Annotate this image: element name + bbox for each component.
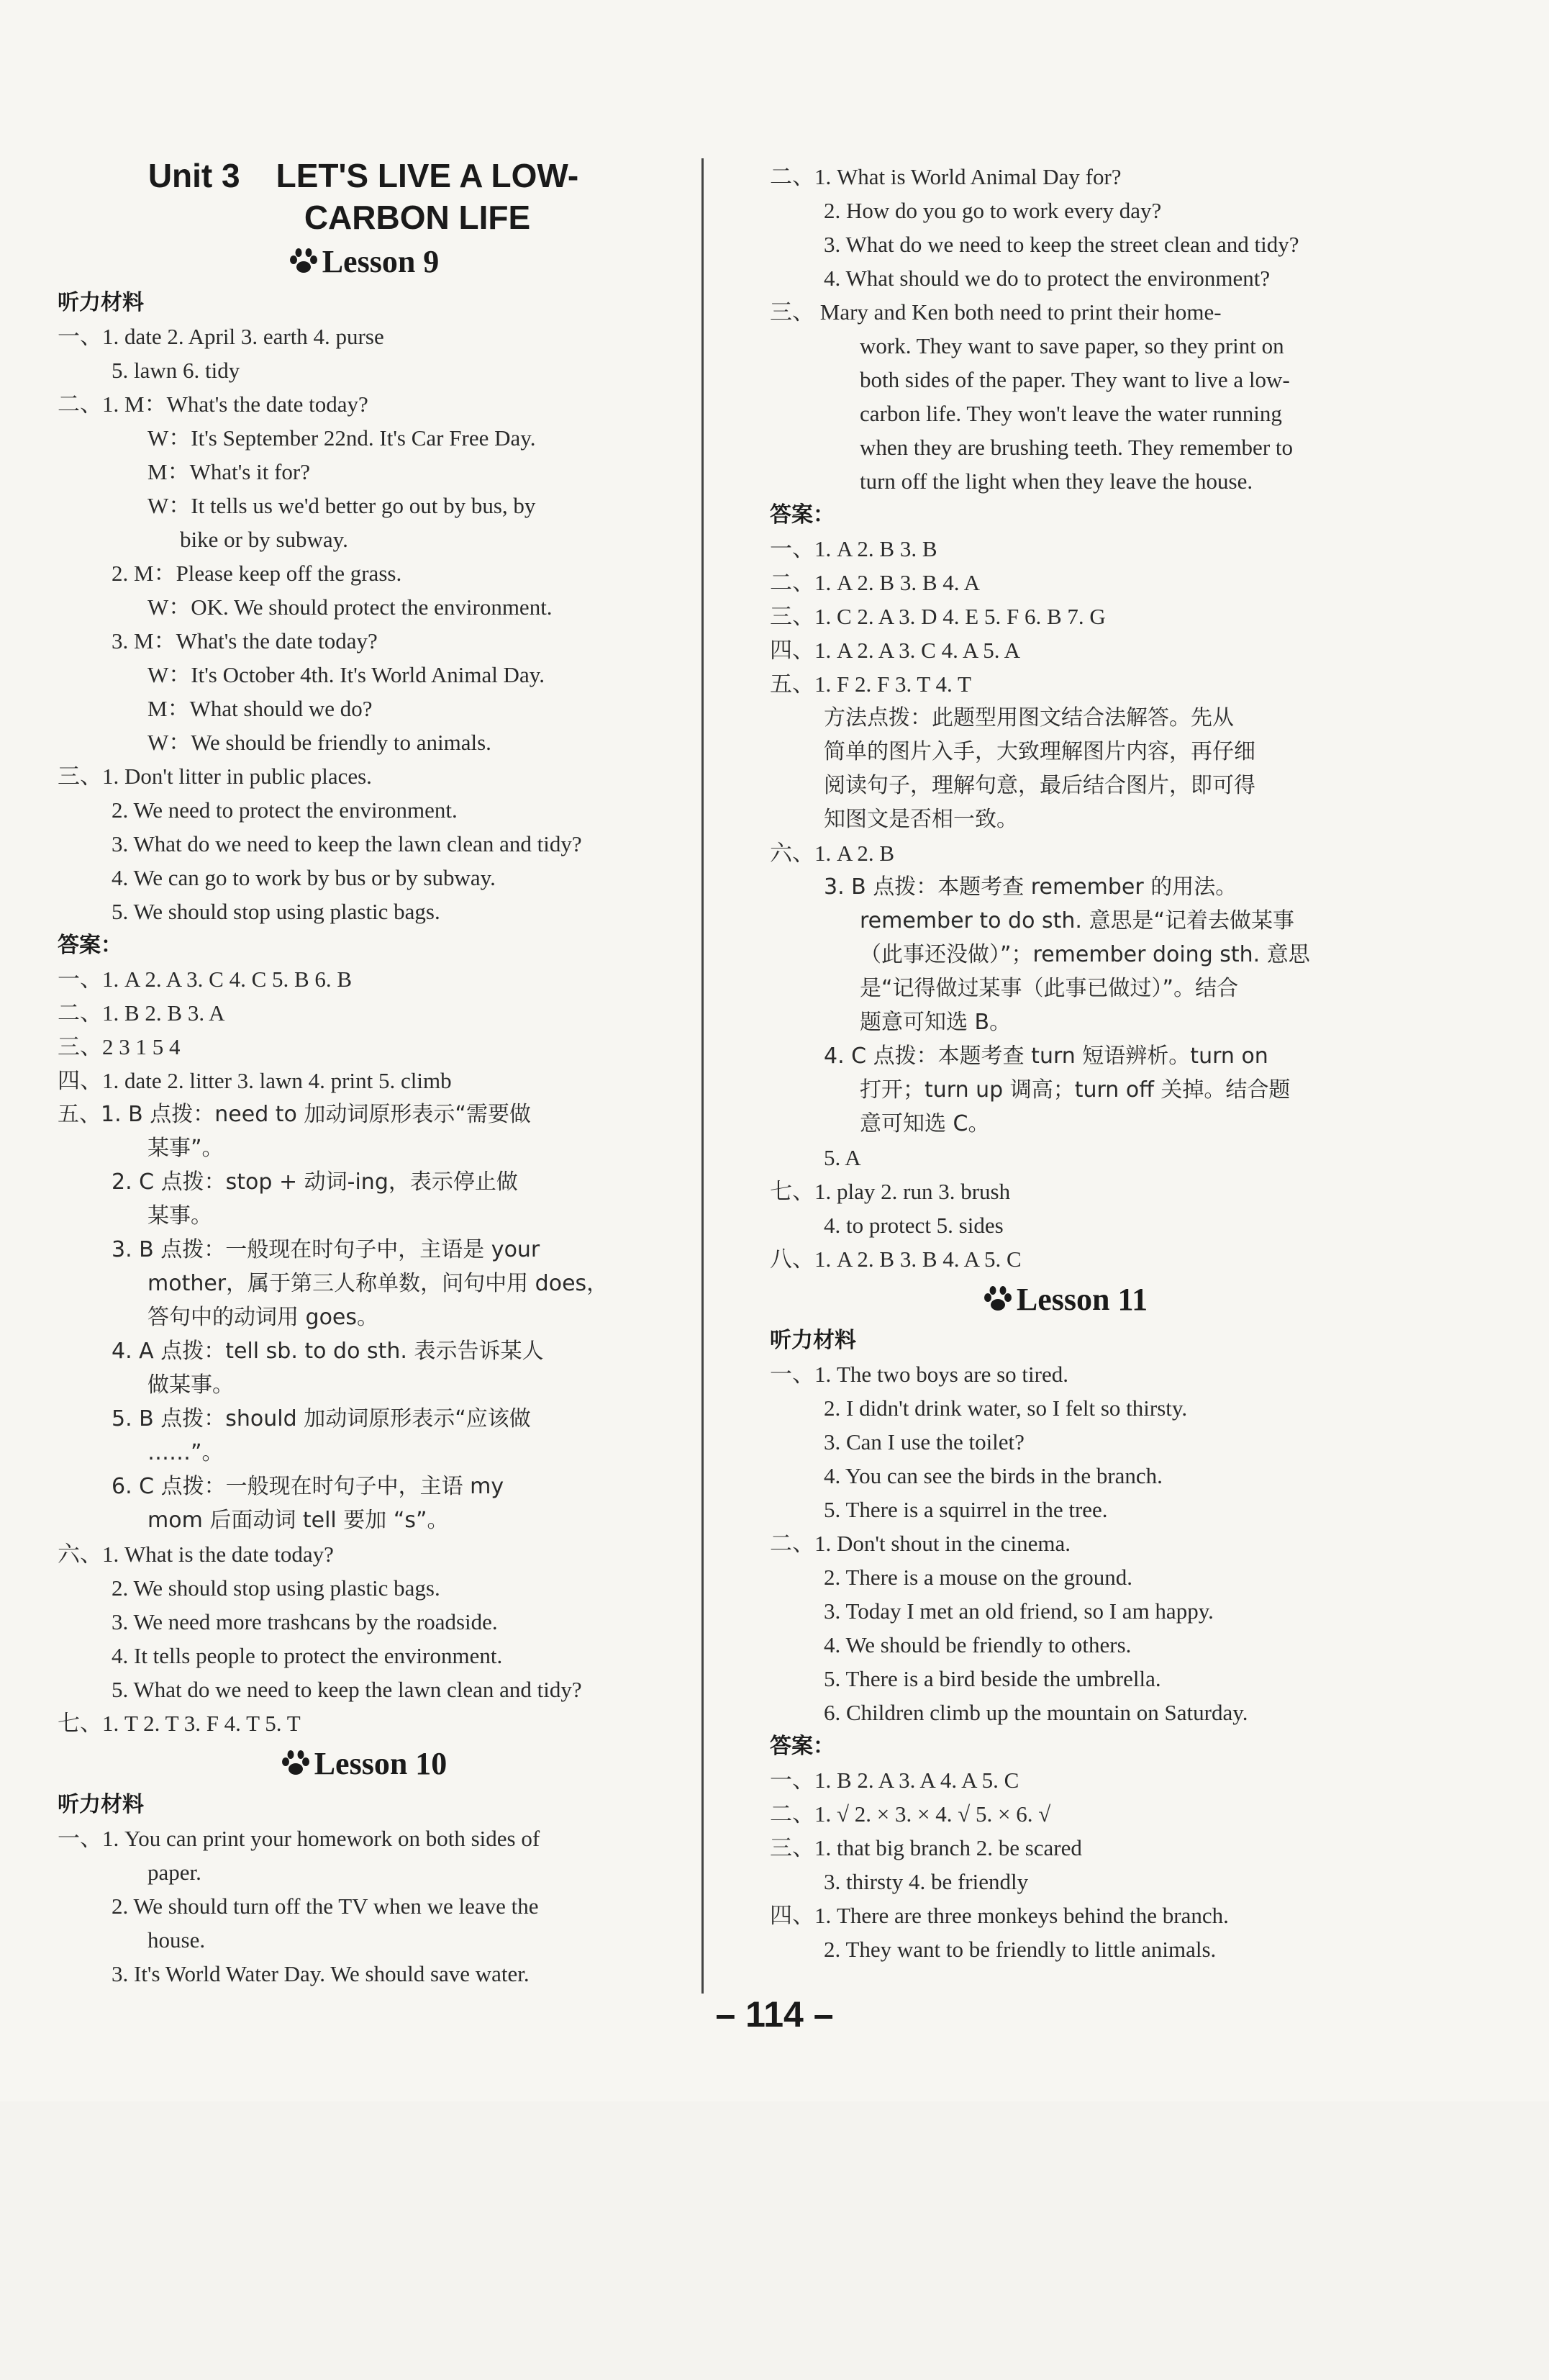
answer-line: 4. It tells people to protect the environment. [112,1643,503,1668]
answer-line: 三、1. C 2. A 3. D 4. E 5. F 6. B 7. G [770,604,1106,629]
answer-line: 二、1. A 2. B 3. B 4. A [770,570,980,595]
answer-line: 一、1. A 2. A 3. C 4. C 5. B 6. B [58,967,353,992]
text-line: 二、1. M：What's the date today? [58,392,368,417]
unit-number: Unit 3 [147,157,240,194]
answer-line: 三、2 3 1 5 4 [58,1034,181,1059]
lesson-11-title: Lesson 11 [1016,1282,1148,1317]
answer-line: 五、1. F 2. F 3. T 4. T [770,671,971,697]
answer-line: 四、1. There are three monkeys behind the branch. [770,1903,1229,1928]
answers-label: 答案： [770,502,835,528]
unit-title-line2: CARBON LIFE [304,199,531,236]
answer-line: mother，属于第三人称单数，问句中用 does， [147,1271,609,1296]
answer-line: 5. What do we need to keep the lawn clean and tidy? [112,1677,582,1702]
method-tip: 简单的图片入手，大致理解图片内容，再仔细 [824,739,1255,764]
text-line: paper. [147,1860,201,1885]
page-number: – 114 – [715,1994,834,2035]
text-line: 2. How do you go to work every day? [824,198,1162,223]
text-line: 5. We should stop using plastic bags. [112,899,440,924]
answer-line: 答句中的动词用 goes。 [147,1305,379,1330]
lesson-9-heading [58,238,669,286]
answer-line: 6. C 点拨：一般现在时句子中，主语 my [112,1474,504,1499]
text-line: 4. You can see the birds in the branch. [824,1463,1163,1488]
text-line: turn off the light when they leave the house. [860,469,1253,494]
text-line: 5. There is a bird beside the umbrella. [824,1666,1161,1691]
text-line: 4. We should be friendly to others. [824,1632,1132,1657]
right-column [770,160,1360,1966]
unit-title-line1: LET'S LIVE A LOW- [276,157,579,194]
text-line: W：It's September 22nd. It's Car Free Day. [147,425,536,451]
text-line: 3. M：What's the date today? [112,628,378,653]
method-tip: 方法点拨：此题型用图文结合法解答。先从 [824,705,1234,730]
text-line: 三、 Mary and Ken both need to print their home- [770,299,1222,325]
method-tip: 阅读句子，理解句意，最后结合图片，即可得 [824,773,1255,798]
text-line: 3. Today I met an old friend, so I am happy. [824,1598,1214,1624]
text-line: M：What should we do? [147,696,373,721]
answer-line: 题意可知选 B。 [860,1010,1012,1035]
answer-line: 二、1. B 2. B 3. A [58,1000,225,1026]
text-line: 2. There is a mouse on the ground. [824,1565,1133,1590]
answer-line: 3. thirsty 4. be friendly [824,1869,1029,1894]
answer-line: remember to do sth. 意思是“记着去做某事 [860,908,1295,933]
answer-line: 3. B 点拨：本题考查 remember 的用法。 [824,874,1237,900]
text-line: 二、1. Don't shout in the cinema. [770,1531,1071,1556]
answer-line: 八、1. A 2. B 3. B 4. A 5. C [770,1246,1022,1272]
answer-line: 四、1. date 2. litter 3. lawn 4. print 5. climb [58,1068,452,1093]
text-line: 2. I didn't drink water, so I felt so thirsty. [824,1395,1188,1421]
text-line: W：We should be friendly to animals. [147,730,491,755]
lesson-10-heading [58,1740,669,1788]
text-line: 三、1. Don't litter in public places. [58,764,372,789]
text-line: 4. What should we do to protect the environment? [824,266,1271,291]
text-line: 二、1. What is World Animal Day for? [770,164,1122,189]
text-line: when they are brushing teeth. They remember to [860,435,1294,460]
paw-icon [982,1285,1014,1313]
method-tip: 知图文是否相一致。 [824,807,1018,832]
answer-line: 2. They want to be friendly to little animals. [824,1937,1217,1962]
lesson-9-title: Lesson 9 [322,244,440,279]
answer-line: 一、1. A 2. B 3. B [770,536,937,561]
listening-label: 听力材料 [58,1792,144,1817]
answer-line: 3. We need more trashcans by the roadside. [112,1609,498,1634]
text-line: 5. lawn 6. tidy [112,358,240,383]
answer-line: 某事。 [147,1203,212,1229]
listening-label: 听力材料 [770,1328,856,1353]
column-divider [701,158,704,1994]
lesson-11-heading [770,1276,1360,1324]
answer-line: 3. B 点拨：一般现在时句子中，主语是 your [112,1237,540,1262]
text-line: W：It tells us we'd better go out by bus, by [147,493,536,518]
answer-line: 三、1. that big branch 2. be scared [770,1835,1082,1860]
text-line: 3. Can I use the toilet? [824,1429,1025,1454]
answer-line: 某事”。 [147,1136,224,1161]
text-line: W：OK. We should protect the environment. [147,594,553,620]
answer-line: （此事还没做）”；remember doing sth. 意思 [860,942,1310,967]
answer-line: 一、1. B 2. A 3. A 4. A 5. C [770,1768,1019,1793]
text-line: 一、1. The two boys are so tired. [770,1362,1068,1387]
left-column [58,155,669,1991]
answer-line: 四、1. A 2. A 3. C 4. A 5. A [770,638,1020,663]
text-line: 2. We need to protect the environment. [112,797,458,823]
answer-line: 意可知选 C。 [860,1111,990,1136]
text-line: bike or by subway. [180,527,348,552]
answer-line: 是“记得做过某事（此事已做过）”。结合 [860,976,1239,1001]
answer-line: 2. C 点拨：stop + 动词-ing，表示停止做 [112,1169,518,1195]
text-line: 5. There is a squirrel in the tree. [824,1497,1108,1522]
answer-line: 5. A [824,1145,861,1170]
paw-icon [288,248,319,275]
answer-line: 七、1. T 2. T 3. F 4. T 5. T [58,1711,301,1736]
lesson-10-title: Lesson 10 [314,1746,448,1781]
answer-line: 二、1. √ 2. × 3. × 4. √ 5. × 6. √ [770,1801,1051,1827]
text-line: 一、1. You can print your homework on both sides of [58,1826,540,1851]
answer-line: 七、1. play 2. run 3. brush [770,1179,1011,1204]
text-line: 3. What do we need to keep the street clean and tidy? [824,232,1299,257]
answer-line: 4. C 点拨：本题考查 turn 短语辨析。turn on [824,1044,1268,1069]
answers-label: 答案： [58,933,122,958]
answer-line: 五、1. B 点拨：need to 加动词原形表示“需要做 [58,1102,531,1127]
answer-line: 六、1. A 2. B [770,841,895,866]
answer-line: mom 后面动词 tell 要加 “s”。 [147,1508,449,1533]
text-line: M：What's it for? [147,459,310,484]
text-line: 一、1. date 2. April 3. earth 4. purse [58,324,384,349]
text-line: 4. We can go to work by bus or by subway. [112,865,496,890]
answer-line: 2. We should stop using plastic bags. [112,1575,440,1601]
answer-line: 4. A 点拨：tell sb. to do sth. 表示告诉某人 [112,1339,544,1364]
answer-line: 5. B 点拨：should 加动词原形表示“应该做 [112,1406,531,1431]
unit-title [58,155,669,238]
text-line: 6. Children climb up the mountain on Saturday. [824,1700,1248,1725]
answer-line: 做某事。 [147,1372,234,1398]
answer-line: 六、1. What is the date today? [58,1542,334,1567]
text-line: 2. We should turn off the TV when we leave the [112,1893,539,1919]
answer-line: 打开；turn up 调高；turn off 关掉。结合题 [860,1077,1291,1103]
paw-icon [280,1750,312,1777]
answer-line: ……”。 [147,1440,224,1465]
text-line: house. [147,1927,206,1953]
listening-label: 听力材料 [58,290,144,315]
text-line: W：It's October 4th. It's World Animal Day. [147,662,545,687]
text-line: both sides of the paper. They want to live a low- [860,367,1290,392]
text-line: 2. M：Please keep off the grass. [112,561,402,586]
text-line: work. They want to save paper, so they print on [860,333,1284,358]
text-line: 3. What do we need to keep the lawn clean and tidy? [112,831,582,856]
text-line: 3. It's World Water Day. We should save water. [112,1961,530,1986]
answer-line: 4. to protect 5. sides [824,1213,1004,1238]
text-line: carbon life. They won't leave the water running [860,401,1282,426]
answers-label: 答案： [770,1734,835,1759]
